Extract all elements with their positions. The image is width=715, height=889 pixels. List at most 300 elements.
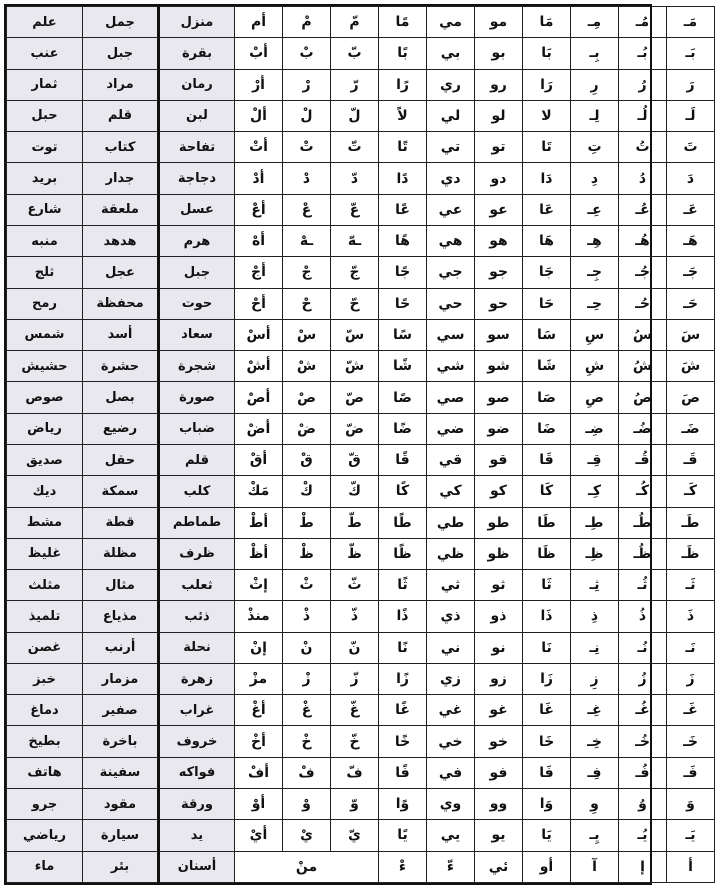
table-row	[7, 601, 715, 632]
syllable-cell: مِـ	[571, 7, 619, 38]
table-row	[7, 132, 715, 163]
word-cell: مظلة	[83, 538, 159, 569]
syllable-cell: شَ	[667, 351, 715, 382]
table-row	[7, 726, 715, 757]
syllable-cell: ذُ	[619, 601, 667, 632]
table-row	[7, 851, 715, 882]
syllable-cell: يَا	[523, 820, 571, 851]
syllable-cell: مي	[427, 7, 475, 38]
syllable-cell: جًا	[379, 257, 427, 288]
syllable-cell: لا	[523, 100, 571, 131]
syllable-cell: تو	[475, 132, 523, 163]
syllable-cell: زِ	[571, 663, 619, 694]
syllable-cell: عو	[475, 194, 523, 225]
syllable-cell: بْ	[283, 38, 331, 69]
syllable-cell: قَـ	[667, 444, 715, 475]
syllable-cell: طْ	[283, 507, 331, 538]
syllable-cell: لّ	[331, 100, 379, 131]
word-cell: خروف	[159, 726, 235, 757]
syllable-cell: كّ	[331, 476, 379, 507]
syllable-cell: أم	[235, 7, 283, 38]
syllable-cell: رُ	[619, 69, 667, 100]
syllable-cell: سَ	[667, 319, 715, 350]
syllable-cell: فَا	[523, 757, 571, 788]
syllable-cell: أظْ	[235, 538, 283, 569]
syllable-cell: سًا	[379, 319, 427, 350]
syllable-cell: شو	[475, 351, 523, 382]
word-cell: ظرف	[159, 538, 235, 569]
syllable-cell: ثّ	[331, 570, 379, 601]
syllable-cell: زًا	[379, 663, 427, 694]
syllable-cell: ئي	[475, 851, 523, 882]
syllable-cell: مَا	[523, 7, 571, 38]
word-cell: قلم	[83, 100, 159, 131]
syllable-cell: عَا	[523, 194, 571, 225]
syllable-cell: دًا	[379, 163, 427, 194]
syllable-cell: ثو	[475, 570, 523, 601]
word-cell: خبز	[7, 663, 83, 694]
syllable-cell: بَـ	[667, 38, 715, 69]
table-row	[7, 695, 715, 726]
syllable-cell: وي	[427, 789, 475, 820]
syllable-cell: وَا	[523, 789, 571, 820]
syllable-cell: صّ	[331, 382, 379, 413]
syllable-cell: طُـ	[619, 507, 667, 538]
syllable-cell: شِ	[571, 351, 619, 382]
word-cell: بريد	[7, 163, 83, 194]
syllable-cell: رًا	[379, 69, 427, 100]
syllable-cell: سي	[427, 319, 475, 350]
table-row	[7, 351, 715, 382]
syllable-cell: هَـ	[667, 225, 715, 256]
syllable-cell: تْ	[283, 132, 331, 163]
syllable-cell: يي	[427, 820, 475, 851]
syllable-cell: طِـ	[571, 507, 619, 538]
syllable-cell: دْ	[283, 163, 331, 194]
syllable-cell: كِـ	[571, 476, 619, 507]
syllable-cell: صَا	[523, 382, 571, 413]
word-cell: يد	[159, 820, 235, 851]
syllable-cell: ذْ	[283, 601, 331, 632]
word-cell: أسد	[83, 319, 159, 350]
syllable-cell: فِـ	[571, 757, 619, 788]
syllable-cell: هًا	[379, 225, 427, 256]
word-cell: محفظة	[83, 288, 159, 319]
syllable-cell: لَـ	[667, 100, 715, 131]
syllable-cell: تًا	[379, 132, 427, 163]
syllable-cell: فَـ	[667, 757, 715, 788]
word-cell: غليظ	[7, 538, 83, 569]
syllable-worksheet	[4, 4, 701, 885]
syllable-cell: ظْ	[283, 538, 331, 569]
syllable-cell: زُ	[619, 663, 667, 694]
syllable-cell: منذْ	[235, 601, 283, 632]
syllable-cell: عُـ	[619, 194, 667, 225]
syllable-cell: قَا	[523, 444, 571, 475]
table-row	[7, 38, 715, 69]
syllable-cell: ثَا	[523, 570, 571, 601]
syllable-cell: بي	[427, 38, 475, 69]
syllable-cell: غو	[475, 695, 523, 726]
syllable-cell: أهْ	[235, 225, 283, 256]
word-cell: هاتف	[7, 757, 83, 788]
word-cell: بئر	[83, 851, 159, 882]
syllable-cell: ضَـ	[667, 413, 715, 444]
syllable-cell: وِ	[571, 789, 619, 820]
word-cell: ذئب	[159, 601, 235, 632]
syllable-cell: ضَا	[523, 413, 571, 444]
syllable-cell: حُـ	[619, 288, 667, 319]
syllable-cell: مَـ	[667, 7, 715, 38]
syllable-cell: خًا	[379, 726, 427, 757]
table-row	[7, 100, 715, 131]
syllable-cell: حي	[427, 288, 475, 319]
syllable-cell: صو	[475, 382, 523, 413]
word-cell: توت	[7, 132, 83, 163]
syllable-cell: يو	[475, 820, 523, 851]
syllable-cell: كًا	[379, 476, 427, 507]
word-cell: باخرة	[83, 726, 159, 757]
syllable-cell: أسْ	[235, 319, 283, 350]
word-cell: رمان	[159, 69, 235, 100]
word-cell: صفير	[83, 695, 159, 726]
word-cell: ملعقة	[83, 194, 159, 225]
syllable-cell: غِـ	[571, 695, 619, 726]
word-cell: مزمار	[83, 663, 159, 694]
syllable-cell: عْ	[283, 194, 331, 225]
syllable-cell: ثًا	[379, 570, 427, 601]
word-cell: هرم	[159, 225, 235, 256]
word-cell: كتاب	[83, 132, 159, 163]
syllable-cell: أبْ	[235, 38, 283, 69]
syllable-cell: أخْ	[235, 726, 283, 757]
syllable-cell: حَا	[523, 288, 571, 319]
word-cell: تفاحة	[159, 132, 235, 163]
syllable-cell: لي	[427, 100, 475, 131]
syllable-cell: ظُـ	[619, 538, 667, 569]
syllable-cell: تَا	[523, 132, 571, 163]
syllable-cell: بو	[475, 38, 523, 69]
word-cell: جبل	[159, 257, 235, 288]
syllable-cell: حّ	[331, 288, 379, 319]
syllable-cell: ذّ	[331, 601, 379, 632]
syllable-cell: إثْ	[235, 570, 283, 601]
syllable-cell: ذو	[475, 601, 523, 632]
syllable-cell: ذي	[427, 601, 475, 632]
syllable-cell: ظَا	[523, 538, 571, 569]
syllable-cell: خّ	[331, 726, 379, 757]
syllable-cell: كَا	[523, 476, 571, 507]
word-cell: رمح	[7, 288, 83, 319]
syllable-cell: بُـ	[619, 38, 667, 69]
syllable-cell: طّ	[331, 507, 379, 538]
word-cell: عجل	[83, 257, 159, 288]
syllable-cell: نَـ	[667, 632, 715, 663]
word-cell: منبه	[7, 225, 83, 256]
syllable-cell: زَا	[523, 663, 571, 694]
word-cell: مقود	[83, 789, 159, 820]
syllable-cell: وًا	[379, 789, 427, 820]
syllable-cell: لُـ	[619, 100, 667, 131]
syllable-cell: شّ	[331, 351, 379, 382]
word-cell: رياضي	[7, 820, 83, 851]
syllable-cell: أجْ	[235, 257, 283, 288]
syllable-cell: خَا	[523, 726, 571, 757]
syllable-cell: غْ	[283, 695, 331, 726]
syllable-cell: قًا	[379, 444, 427, 475]
syllable-cell: ظًا	[379, 538, 427, 569]
word-cell: جبل	[83, 38, 159, 69]
syllable-cell: ذًا	[379, 601, 427, 632]
syllable-cell: كي	[427, 476, 475, 507]
syllable-cell: زي	[427, 663, 475, 694]
syllable-cell: هُـ	[619, 225, 667, 256]
syllable-cell: صًا	[379, 382, 427, 413]
table-row	[7, 413, 715, 444]
syllable-cell: أحْ	[235, 288, 283, 319]
table-row	[7, 789, 715, 820]
syllable-cell: عًا	[379, 194, 427, 225]
word-cell: عنب	[7, 38, 83, 69]
syllable-cell: شَا	[523, 351, 571, 382]
syllable-cell: صَ	[667, 382, 715, 413]
syllable-cell: تِ	[571, 132, 619, 163]
syllable-cell: ضي	[427, 413, 475, 444]
word-cell: تلميذ	[7, 601, 83, 632]
syllable-cell: نَا	[523, 632, 571, 663]
syllable-cell: نُـ	[619, 632, 667, 663]
word-cell: بقرة	[159, 38, 235, 69]
word-cell: بصل	[83, 382, 159, 413]
word-cell: مراد	[83, 69, 159, 100]
syllable-cell: إنْ	[235, 632, 283, 663]
syllable-cell: يْ	[283, 820, 331, 851]
syllable-cell: نِـ	[571, 632, 619, 663]
syllable-cell: سَا	[523, 319, 571, 350]
syllable-cell: جُـ	[619, 257, 667, 288]
syllable-cell: قو	[475, 444, 523, 475]
word-cell: مذياع	[83, 601, 159, 632]
syllable-cell: حِـ	[571, 288, 619, 319]
word-cell: دماغ	[7, 695, 83, 726]
syllable-cell: ظَـ	[667, 538, 715, 569]
syllable-cell: طَـ	[667, 507, 715, 538]
syllable-cell: شًا	[379, 351, 427, 382]
syllable-cell: بَا	[523, 38, 571, 69]
table-row	[7, 69, 715, 100]
syllable-cell: ضِـ	[571, 413, 619, 444]
syllable-cell: رِ	[571, 69, 619, 100]
syllable-cell: ذِ	[571, 601, 619, 632]
syllable-cell: جو	[475, 257, 523, 288]
word-cell: سفينة	[83, 757, 159, 788]
syllable-cell: ضّ	[331, 413, 379, 444]
word-cell: حبل	[7, 100, 83, 131]
syllable-cell: مو	[475, 7, 523, 38]
syllable-cell: مًا	[379, 7, 427, 38]
syllable-cell: نْ	[283, 632, 331, 663]
syllable-cell: شي	[427, 351, 475, 382]
syllable-cell: دَا	[523, 163, 571, 194]
syllable-cell: قّ	[331, 444, 379, 475]
syllable-cell: هو	[475, 225, 523, 256]
table-row	[7, 257, 715, 288]
word-cell: جدار	[83, 163, 159, 194]
word-cell: شارع	[7, 194, 83, 225]
syllable-cell: غَا	[523, 695, 571, 726]
syllable-cell: صْ	[283, 382, 331, 413]
syllable-cell: جَـ	[667, 257, 715, 288]
word-cell: حوت	[159, 288, 235, 319]
syllable-cell: رَ	[667, 69, 715, 100]
word-cell: سعاد	[159, 319, 235, 350]
syllable-cell: فُـ	[619, 757, 667, 788]
syllable-cell: نّ	[331, 632, 379, 663]
word-cell: جرو	[7, 789, 83, 820]
word-cell: مثال	[83, 570, 159, 601]
syllable-cell: غّ	[331, 695, 379, 726]
syllable-cell: عَـ	[667, 194, 715, 225]
word-cell: ثعلب	[159, 570, 235, 601]
syllable-cell: قْ	[283, 444, 331, 475]
syllable-cell: طَا	[523, 507, 571, 538]
syllable-cell: غُـ	[619, 695, 667, 726]
syllable-cell: ذَا	[523, 601, 571, 632]
table-row	[7, 194, 715, 225]
word-cell: حقل	[83, 444, 159, 475]
syllable-cell: فًا	[379, 757, 427, 788]
table-row	[7, 163, 715, 194]
syllable-cell: دِ	[571, 163, 619, 194]
syllable-cell: عِـ	[571, 194, 619, 225]
syllable-cell: خو	[475, 726, 523, 757]
syllable-cell: زو	[475, 663, 523, 694]
word-cell: رضيع	[83, 413, 159, 444]
syllable-cell: حو	[475, 288, 523, 319]
table-row	[7, 820, 715, 851]
syllable-cell: أشْ	[235, 351, 283, 382]
syllable-cell: كْ	[283, 476, 331, 507]
syllable-cell: أدْ	[235, 163, 283, 194]
syllable-cell: سّ	[331, 319, 379, 350]
syllable-cell: أغْ	[235, 695, 283, 726]
syllable-cell: أيْ	[235, 820, 283, 851]
syllable-cell: أو	[523, 851, 571, 882]
syllable-cell: ني	[427, 632, 475, 663]
syllable-cell: حْ	[283, 288, 331, 319]
table-row	[7, 538, 715, 569]
syllable-cell: ضًا	[379, 413, 427, 444]
syllable-cell: وَ	[667, 789, 715, 820]
syllable-cell: ظو	[475, 538, 523, 569]
word-cell: سيارة	[83, 820, 159, 851]
syllable-cell: فّ	[331, 757, 379, 788]
word-cell: نحلة	[159, 632, 235, 663]
syllable-cell: حَـ	[667, 288, 715, 319]
syllable-cell: أضْ	[235, 413, 283, 444]
syllable-cell: وو	[475, 789, 523, 820]
syllable-cell: قي	[427, 444, 475, 475]
syllable-cell: دّ	[331, 163, 379, 194]
syllable-cell: ذَ	[667, 601, 715, 632]
syllable-cell: سو	[475, 319, 523, 350]
syllable-cell: كُـ	[619, 476, 667, 507]
syllable-cell: لو	[475, 100, 523, 131]
syllable-cell: غي	[427, 695, 475, 726]
syllable-cell: ثِـ	[571, 570, 619, 601]
syllable-cell: بّ	[331, 38, 379, 69]
syllable-cell: هَا	[523, 225, 571, 256]
syllable-cell: أوْ	[235, 789, 283, 820]
syllable-cell: ـهْ	[283, 225, 331, 256]
word-cell: غراب	[159, 695, 235, 726]
syllable-cell: خَـ	[667, 726, 715, 757]
syllable-cell: طي	[427, 507, 475, 538]
word-cell: رياض	[7, 413, 83, 444]
word-cell: طماطم	[159, 507, 235, 538]
word-cell: حشرة	[83, 351, 159, 382]
syllable-table	[6, 6, 715, 883]
word-cell: مثلث	[7, 570, 83, 601]
word-cell: كلب	[159, 476, 235, 507]
syllable-cell: تي	[427, 132, 475, 163]
syllable-cell: جّ	[331, 257, 379, 288]
syllable-cell: سْ	[283, 319, 331, 350]
syllable-cell: سُ	[619, 319, 667, 350]
word-cell: صوص	[7, 382, 83, 413]
syllable-cell: رْ	[283, 69, 331, 100]
syllable-cell: سِ	[571, 319, 619, 350]
syllable-cell: نو	[475, 632, 523, 663]
table-row	[7, 7, 715, 38]
syllable-cell: غَـ	[667, 695, 715, 726]
syllable-cell: في	[427, 757, 475, 788]
syllable-cell: أطْ	[235, 507, 283, 538]
syllable-cell: مْ	[283, 7, 331, 38]
syllable-cell: يّ	[331, 820, 379, 851]
table-body	[7, 7, 715, 883]
syllable-cell: مّ	[331, 7, 379, 38]
syllable-cell: ضْ	[283, 413, 331, 444]
word-cell: سمكة	[83, 476, 159, 507]
syllable-cell: غًا	[379, 695, 427, 726]
syllable-cell: ضُـ	[619, 413, 667, 444]
table-row	[7, 288, 715, 319]
word-cell: غصن	[7, 632, 83, 663]
word-cell: مشط	[7, 507, 83, 538]
word-cell: منزل	[159, 7, 235, 38]
syllable-cell: خِـ	[571, 726, 619, 757]
syllable-cell: أرْ	[235, 69, 283, 100]
syllable-cell: أفْ	[235, 757, 283, 788]
table-row	[7, 382, 715, 413]
syllable-cell: مَكْ	[235, 476, 283, 507]
syllable-cell: صُ	[619, 382, 667, 413]
syllable-cell: تَ	[667, 132, 715, 163]
word-cell: أرنب	[83, 632, 159, 663]
word-cell: عسل	[159, 194, 235, 225]
syllable-cell: عّ	[331, 194, 379, 225]
syllable-cell: لْ	[283, 100, 331, 131]
word-cell: جمل	[83, 7, 159, 38]
syllable-cell: ثْ	[283, 570, 331, 601]
syllable-cell: دي	[427, 163, 475, 194]
syllable-cell: قُـ	[619, 444, 667, 475]
word-cell: بطيخ	[7, 726, 83, 757]
syllable-cell: ثُـ	[619, 570, 667, 601]
table-row	[7, 632, 715, 663]
syllable-cell: كَـ	[667, 476, 715, 507]
